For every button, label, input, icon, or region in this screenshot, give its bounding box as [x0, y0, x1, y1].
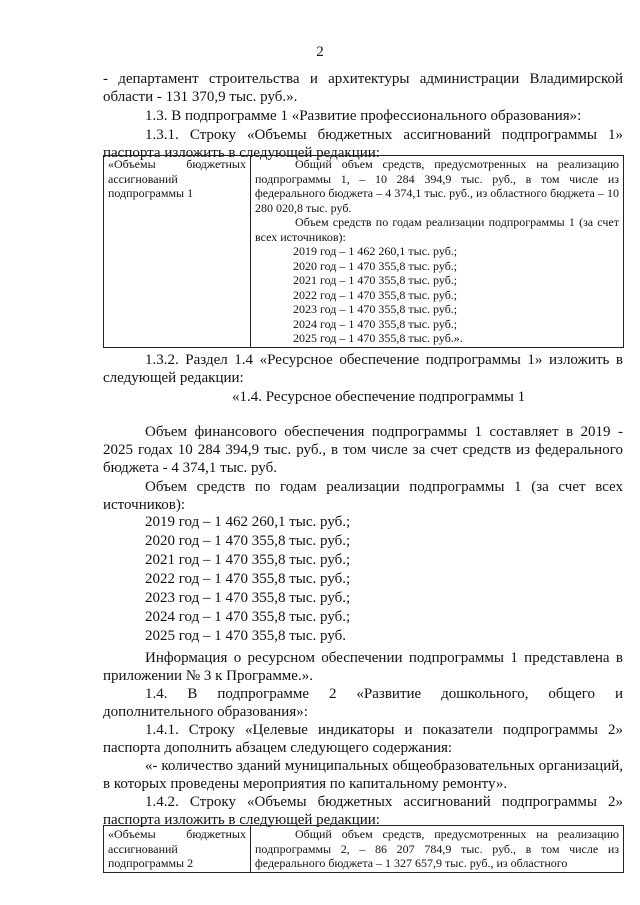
table2-right-cell: Общий объем средств, предусмотренных на реализацию подпрограммы 2, – 86 207 784,9 тыс. руб., в том числе из федерального бюджета – 1 327 657,9 тыс. руб., из областного [251, 826, 624, 873]
quote-paragraph: «- количество зданий муниципальных общеобразовательных организаций, в которых проведены мероприятия по капитальному ремонту». [103, 758, 623, 792]
page-number: 2 [316, 44, 324, 60]
finance-paragraph: Объем финансового обеспечения подпрограммы 1 составляет в 2019 - 2025 годах 10 284 394,9 тыс. руб., в том числе за счет средств из федерального бюджета - 4 374,1 тыс. руб. [103, 424, 623, 476]
table1-year-row: 2025 год – 1 470 355,8 тыс. руб.». [293, 331, 463, 345]
table1-left-cell: «Объемы бюджетных ассигнований подпрограммы 1 [104, 156, 251, 348]
section-1-3: 1.3. В подпрограмме 1 «Развитие профессионального образования»: [145, 108, 582, 124]
table1-total: Общий объем средств, предусмотренных на реализацию подпрограммы 1, – 10 284 394,9 тыс. руб., в том числе из федерального бюджета – 4 374,1 тыс. руб., из областного бюджета – 10 280 020,8 тыс. руб. [255, 157, 619, 215]
budget-table-1 [103, 155, 624, 348]
year-item: 2019 год – 1 462 260,1 тыс. руб.; [145, 514, 351, 530]
table1-year-row: 2020 год – 1 470 355,8 тыс. руб.; [293, 258, 458, 273]
year-item: 2020 год – 1 470 355,8 тыс. руб.; [145, 533, 351, 549]
section-1-3-2: 1.3.2. Раздел 1.4 «Ресурсное обеспечение подпрограммы 1» изложить в следующей редакции: [103, 352, 623, 386]
year-item: 2023 год – 1 470 355,8 тыс. руб.; [145, 590, 351, 606]
section-1-4-2: 1.4.2. Строку «Объемы бюджетных ассигнований подпрограммы 2» паспорта изложить в следующей редакции: [103, 794, 623, 828]
section-1-4: 1.4. В подпрограмме 2 «Развитие дошкольного, общего и дополнительного образования»: [103, 686, 623, 720]
year-item: 2021 год – 1 470 355,8 тыс. руб.; [145, 552, 351, 568]
by-years-paragraph: Объем средств по годам реализации подпрограммы 1 (за счет всех источников): [103, 479, 623, 513]
info-paragraph: Информация о ресурсном обеспечении подпрограммы 1 представлена в приложении № 3 к Программе.». [103, 650, 623, 684]
section-1-3-1: 1.3.1. Строку «Объемы бюджетных ассигнований подпрограммы 1» паспорта изложить в следующей редакции: [103, 127, 623, 161]
year-item: 2022 год – 1 470 355,8 тыс. руб.; [145, 571, 351, 587]
department-line: - департамент строительства и архитектуры администрации Владимирской области - 131 370,9 тыс. руб.». [103, 71, 623, 105]
table1-year-row: 2021 год – 1 470 355,8 тыс. руб.; [293, 273, 458, 287]
years-list [145, 513, 350, 646]
table1-year-row: 2024 год – 1 470 355,8 тыс. руб.; [293, 316, 458, 331]
table1-right-cell [251, 156, 624, 348]
table2-left-cell: «Объемы бюджетных ассигнований подпрограммы 2 [104, 826, 251, 873]
budget-table-2 [103, 825, 624, 873]
table1-year-row: 2023 год – 1 470 355,8 тыс. руб.; [293, 302, 458, 316]
year-item: 2025 год – 1 470 355,8 тыс. руб. [145, 628, 347, 644]
year-item: 2024 год – 1 470 355,8 тыс. руб.; [145, 609, 351, 625]
table1-year-row: 2019 год – 1 462 260,1 тыс. руб.; [293, 244, 458, 258]
table1-by-years: Объем средств по годам реализации подпрограммы 1 (за счет всех источников): [255, 215, 619, 244]
section-title: «1.4. Ресурсное обеспечение подпрограммы 1 [232, 389, 526, 405]
section-1-4-1: 1.4.1. Строку «Целевые индикаторы и показатели подпрограммы 2» паспорта дополнить абзацем следующего содержания: [103, 722, 623, 756]
table1-year-row: 2022 год – 1 470 355,8 тыс. руб.; [293, 287, 458, 302]
